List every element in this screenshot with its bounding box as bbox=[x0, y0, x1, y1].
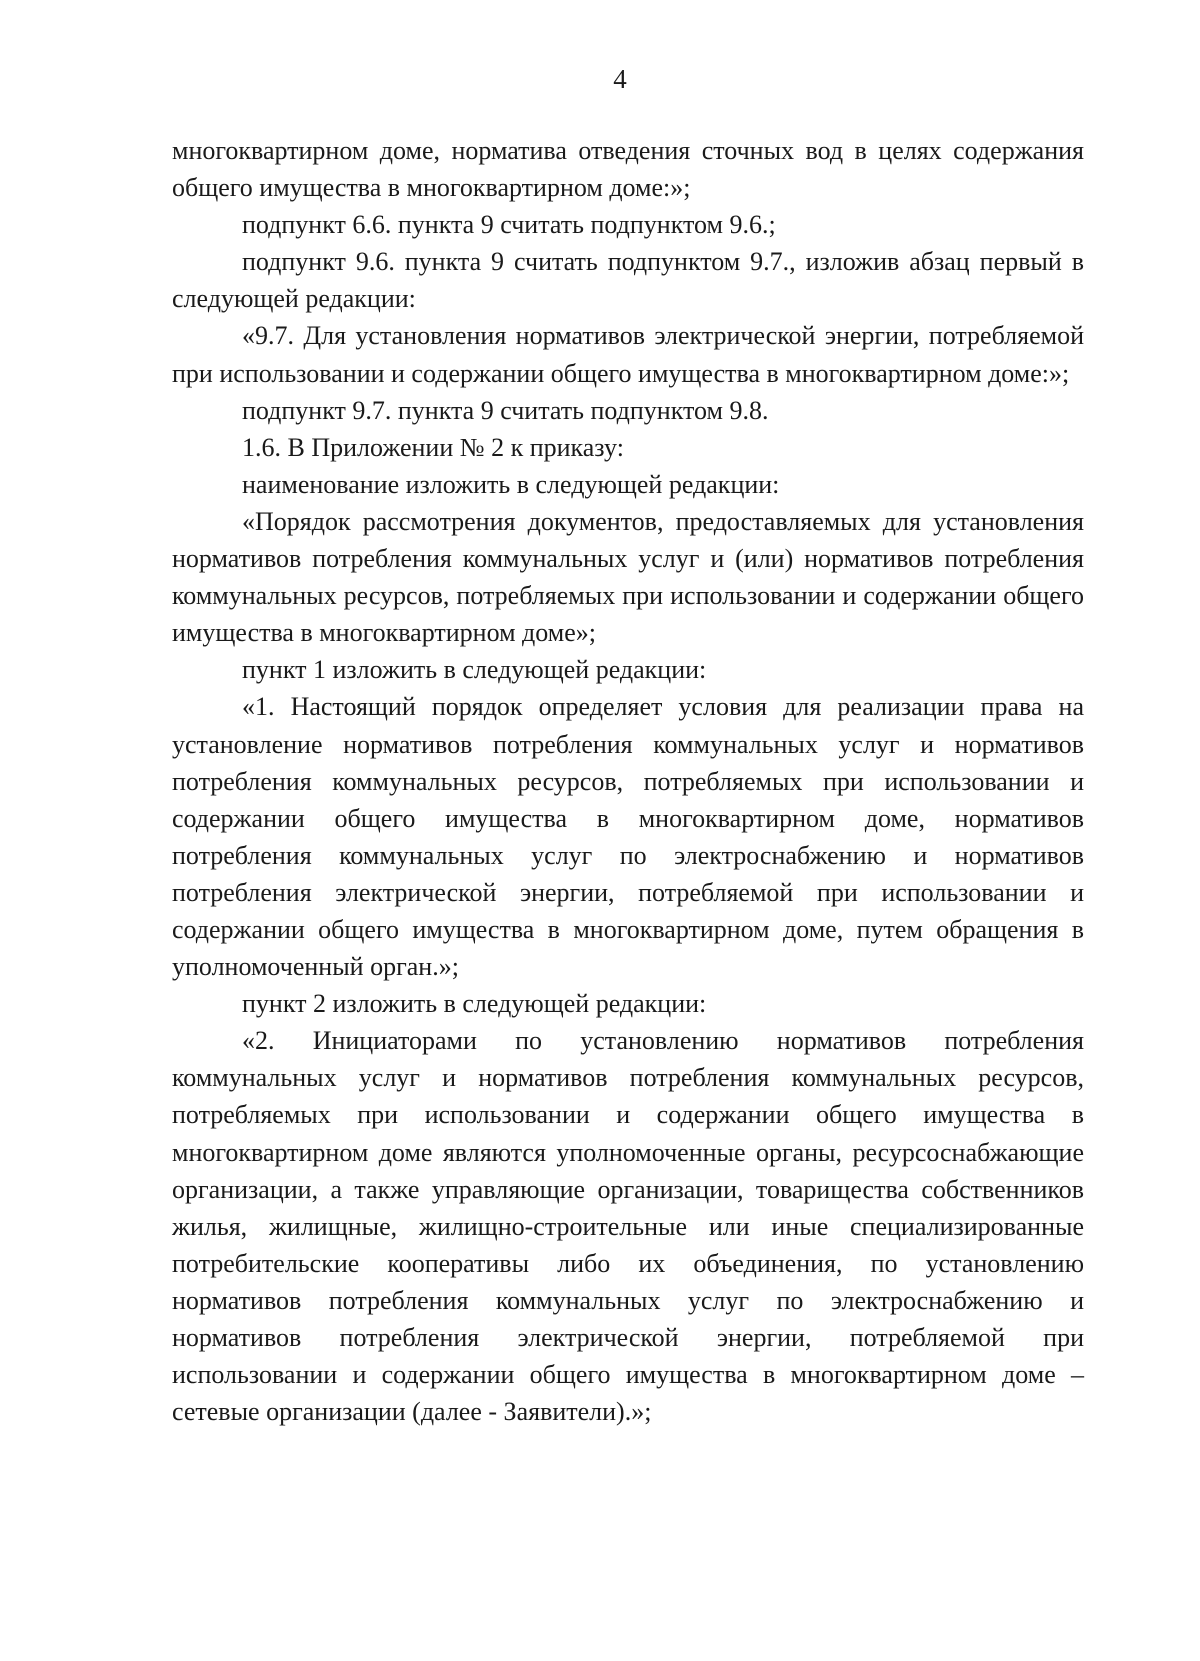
paragraph: многоквартирном доме, норматива отведения сточных вод в целях содержания общего имущества в многоквартирном доме:»; bbox=[172, 136, 1084, 203]
document-body bbox=[172, 132, 1084, 1430]
paragraph: подпункт 9.7. пункта 9 считать подпунктом 9.8. bbox=[242, 395, 769, 425]
paragraph: наименование изложить в следующей редакции: bbox=[242, 469, 780, 499]
paragraph: пункт 2 изложить в следующей редакции: bbox=[242, 989, 707, 1019]
paragraph: подпункт 9.6. пункта 9 считать подпунктом 9.7., изложив абзац первый в следующей редакции: bbox=[172, 247, 1084, 314]
paragraph: «2. Инициаторами по установлению нормативов потребления коммунальных услуг и нормативов потребления коммунальных ресурсов, потребляемых при использовании и содержании общего имущества в многоквартирном доме являются уполномоченные органы, ресурсоснабжающие организации, а также управляющие организации, товарищества собственников жилья, жилищные, жилищно-строительные или иные специализированные потребительские кооперативы либо их объединения, по установлению нормативов потребления коммунальных услуг по электроснабжению и нормативов потребления электрической энергии, потребляемой при использовании и содержании общего имущества в многоквартирном доме – сетевые организации (далее - Заявители).»; bbox=[172, 1026, 1084, 1427]
page-number: 4 bbox=[613, 64, 627, 94]
paragraph: пункт 1 изложить в следующей редакции: bbox=[242, 655, 707, 685]
paragraph: подпункт 6.6. пункта 9 считать подпунктом 9.6.; bbox=[242, 210, 776, 240]
paragraph: «9.7. Для установления нормативов электрической энергии, потребляемой при использовании и содержании общего имущества в многоквартирном доме:»; bbox=[172, 321, 1084, 388]
paragraph: «1. Настоящий порядок определяет условия для реализации права на установление нормативов потребления коммунальных услуг и нормативов потребления коммунальных ресурсов, потребляемых при использовании и содержании общего имущества в многоквартирном доме, нормативов потребления коммунальных услуг по электроснабжению и нормативов потребления электрической энергии, потребляемой при использовании и содержании общего имущества в многоквартирном доме, путем обращения в уполномоченный орган.»; bbox=[172, 692, 1084, 982]
paragraph: 1.6. В Приложении № 2 к приказу: bbox=[242, 432, 624, 462]
paragraph: «Порядок рассмотрения документов, предоставляемых для установления нормативов потребления коммунальных услуг и (или) нормативов потребления коммунальных ресурсов, потребляемых при использовании и содержании общего имущества в многоквартирном доме»; bbox=[172, 506, 1084, 648]
